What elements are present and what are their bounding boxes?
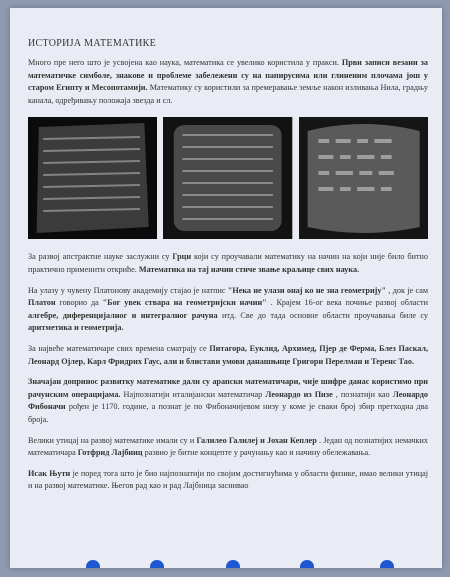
arab-paragraph [28, 376, 428, 426]
newton-text: је поред тога што је био најпознатији по својим достигнућима у области физике, имао велики утицај и на развој математике. Његов рад као и рад Лајбница заснивао [28, 468, 429, 491]
greeks-bold2: Математика на тај начин стиче звање краљице свих наука. [138, 264, 360, 274]
arab-bold: Значајан допринос развитку математике дали су арапски математичари, чије шифре данас користимо при рачунским операцијама. [28, 377, 428, 399]
plato-paragraph [28, 285, 428, 335]
document-title: ИСТОРИЈА МАТЕМАТИКЕ [28, 38, 156, 49]
galileo-text1: Велики утицај на развој математике имали су и [28, 435, 195, 445]
galileo-bold1: Галилео Галилеј и Јохан Кеплер [196, 435, 317, 445]
intro-rest: Математику су користили за премеравање земље након изливања Нила, градњу канала, одређивању положаја звезда и сл. [28, 83, 429, 105]
clay-tablet-1-image [28, 117, 157, 239]
plato-bold5: аритметика и геометрија. [28, 323, 124, 333]
arab-text2: , познатији као [335, 389, 390, 399]
plato-text3: говорио да [59, 298, 99, 308]
galileo-text2: . Један од познатијих немачких математичара [28, 435, 429, 458]
arab-text1: Најпознатији италијански математичар [123, 389, 263, 399]
plato-text1: На улазу у чувену Платонову академију стајао је натпис [28, 285, 226, 295]
arab-bold3: Леонардо Фибоначи [28, 389, 428, 412]
clay-tablet-2-icon [163, 117, 292, 239]
blue-dot-4 [300, 560, 314, 568]
intro-paragraph [28, 57, 428, 107]
greatest-text: За највеће математичаре свих времена сматрају се [28, 343, 207, 353]
page-content [28, 38, 428, 501]
blue-dot-2 [150, 560, 164, 568]
greeks-text: За развој апстрактне науке заслужни су [28, 252, 170, 262]
document-page [10, 8, 442, 568]
intro-text: Много пре него што је усвојена као наука, математика се увелико користила у пракси. [28, 58, 339, 67]
plato-bold4: алгебре, диференцијалног и интегралног рачуна [28, 310, 218, 320]
newton-bold: Исак Њутн [28, 468, 71, 478]
intro-bold: Први записи везани за математичке симболе, знакове и проблеме забележени су на папирусима или глиненим плочама још у старом Египту и Месопотамији. [28, 58, 428, 93]
clay-tablet-1-icon [28, 117, 157, 239]
blue-dot-5 [380, 560, 394, 568]
greeks-paragraph [28, 251, 428, 276]
galileo-text3: развио је битне концепте у рачунању као и начину обележавања. [144, 448, 371, 458]
galileo-bold2: Готфрид Лајбниц [77, 448, 143, 458]
clay-tablet-3-image [299, 117, 428, 239]
arab-bold2: Леонардо из Пизе [265, 389, 333, 399]
clay-tablet-2-image [163, 117, 292, 239]
greeks-rest1: који су проучавали математику на начин на који није било битно практично применити откриће. [28, 252, 428, 274]
plato-text4: . Крајем 16-ог века почиње развој области [270, 298, 429, 308]
greatest-bold: Питагора, Еуклид, Архимед, Пјер де Ферма, Блез Паскал, Леонард Ојлер, Карл Фридрих Гаус, али и блистави умови данашњице Григори Перелман и Теренс Тао. [28, 343, 429, 366]
clay-tablets-images [28, 117, 428, 239]
plato-bold3: "Бог увек ствара на геометријски начин" [102, 298, 267, 308]
bottom-blue-dots [10, 560, 442, 568]
arab-text3: рођен је 1170. године, а познат је по Фибоначијевом низу у коме је сваки број збир претходна два броја. [28, 402, 428, 424]
plato-text2: , док је сам [388, 285, 429, 295]
galileo-paragraph [28, 435, 428, 460]
clay-tablet-3-icon [299, 117, 428, 239]
plato-text5: итд. Све до тада основне области проучавања биле су [221, 310, 428, 320]
greatest-paragraph [28, 343, 428, 368]
blue-dot-3 [226, 560, 240, 568]
newton-paragraph [28, 468, 428, 493]
plato-bold2: Платон [28, 298, 56, 308]
blue-dot-1 [86, 560, 100, 568]
greeks-bold1: Грци [172, 252, 192, 262]
plato-bold1: "Нека не улази онај ко не зна геометрију" [227, 285, 387, 295]
